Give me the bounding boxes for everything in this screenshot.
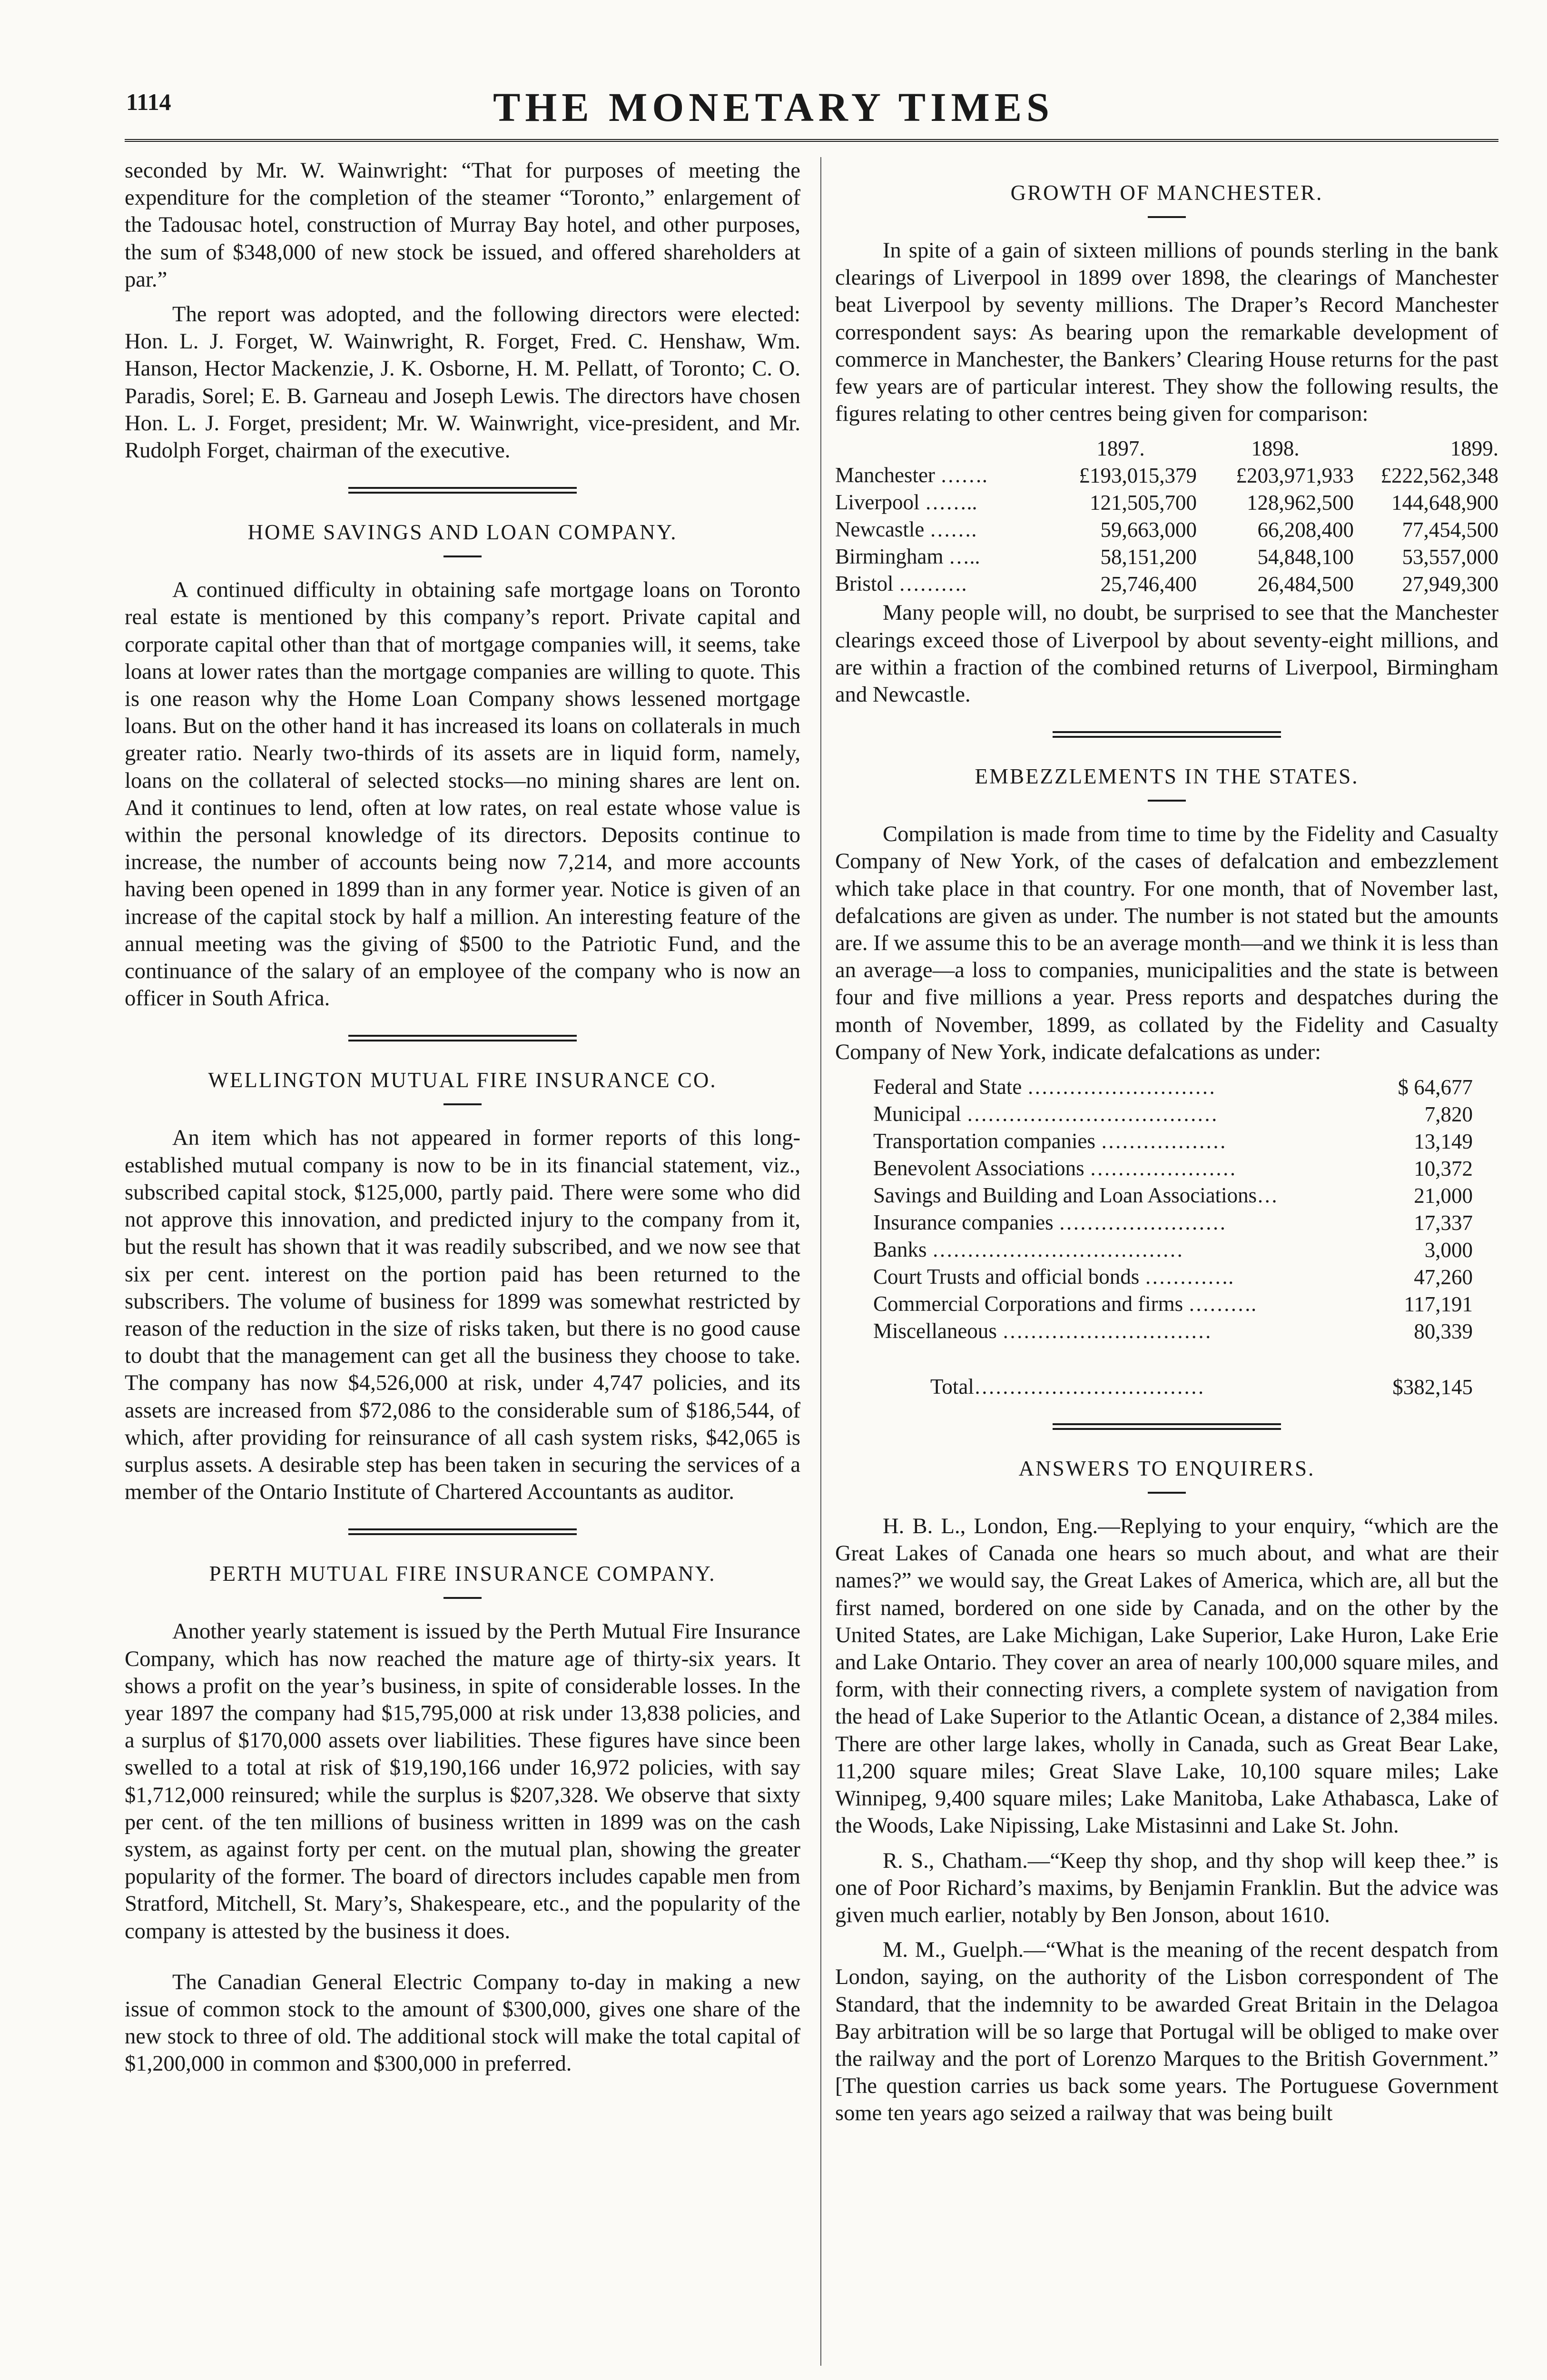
enquirers-heading: ANSWERS TO ENQUIRERS. [1018,1457,1315,1481]
city-name: Liverpool [835,490,920,515]
item-label: Insurance companies [873,1210,1054,1235]
cge-paragraph: The Canadian General Electric Company to-day in making a new issue of common stock to the amount of $300,000, gives one share of the new stock to three of old. The additional stock will make the total capital of $1,200,000 in common and $300,000 in preferred. [125,1969,800,2076]
home-savings-heading: HOME SAVINGS AND LOAN COMPANY. [247,520,678,545]
heading-rule [443,1103,482,1105]
total-amount: $382,145 [1392,1375,1473,1399]
manchester-text-2: Many people will, no doubt, be surprised to see that the Manchester clearings exceed those of Liverpool by about seventy-eight millions, and are within a fraction of the combined returns of Liverpool, Birmingham and Newcastle. [835,600,1498,707]
section-separator [1053,1423,1281,1430]
city-name: Manchester [835,463,935,487]
value-1898: £203,971,933 [1236,463,1354,487]
leader-dots: …………………………… [974,1375,1204,1399]
right-column [835,157,1498,2135]
value-1899: 27,949,300 [1402,572,1498,596]
clearings-table [835,435,1498,597]
home-savings-text: A continued difficulty in obtaining safe mortgage loans on Toronto real estate is mentioned by this company’s report. Private capital and corporate capital other than that of mortgage companies will, it seems, take loans at lower rates than the mortgage companies are willing to quote. This is one reason why the Home Loan Company shows lessened mortgage loans. But on the other hand it has increased its loans on collaterals in much greater ratio. Nearly two-thirds of its assets are in liquid form, namely, loans on the collateral of selected stocks—no mining shares are lent on. And it continues to lend, often at low rates, on real estate whose value is within the personal knowledge of its directors. Deposits continue to increase, the number of accounts being now 7,214, and more accounts having been opened in 1899 than in any former year. Notice is given of an increase of the capital stock by half a million. An interesting feature of the annual meeting was the giving of $500 to the Patriotic Fund, and the continuance of the salary of an employee of the company who is now an officer in South Africa. [125,577,800,1011]
item-amount: 10,372 [1414,1156,1473,1180]
table-row [873,1209,1473,1236]
left-column [125,157,800,2085]
total-label: Total [930,1375,974,1399]
leader-dots: ……. [924,518,977,542]
value-1898: 54,848,100 [1257,545,1354,569]
table-row [835,516,1498,543]
masthead: THE MONETARY TIMES [493,84,1054,130]
defalcations-table [873,1073,1473,1400]
city-name: Newcastle [835,517,925,542]
item-amount: 17,337 [1414,1210,1473,1235]
city-name: Bristol [835,572,894,596]
item-amount: 7,820 [1424,1102,1473,1126]
table-row [873,1236,1473,1263]
table-row [873,1073,1473,1101]
value-1897: £193,015,379 [1079,463,1197,487]
section-separator [348,487,577,494]
heading-rule [443,555,482,557]
value-1899: 53,557,000 [1402,545,1498,569]
answer-mm: M. M., Guelph.—“What is the meaning of the recent despatch from London, saying, on the authority of the Lisbon correspondent of The Standard, that the indemnity to be awarded Great Britain in the Delagoa Bay arbitration will be so large that Portugal will be obliged to make over the railway and the port of Lorenzo Marques to the British Government.” [The question carries us back some years. The Portuguese Government some ten years ago seized a railway that was being built [835,1937,1498,2126]
leader-dots: …………………… [1053,1211,1226,1235]
heading-rule [1148,800,1186,802]
wellington-text: An item which has not appeared in former reports of this long-established mutual company is now to be in its financial statement, viz., subscribed capital stock, $125,000, partly paid. There were some who did not approve this innovation, and predicted injury to the company from it, but the result has shown that it was readily subscribed, and we now see that six per cent. interest on the portion paid has been returned to the subscribers. The volume of business for 1899 was somewhat restricted by reason of the reduction in the size of risks taken, but there is no good cause to doubt that the management can get all the business they choose to take. The company has now $4,526,000 at risk, under 4,747 policies, and its assets are increased from $72,086 to the considerable sum of $186,544, of which, after providing for reinsurance of all cash system risks, $42,065 is surplus assets. A desirable step has been taken in securing the services of a member of the Ontario Institute of Chartered Accountants as auditor. [125,1125,800,1505]
leader-dots: ………. [1183,1292,1257,1316]
item-label: Commercial Corporations and firms [873,1292,1183,1316]
value-1897: 59,663,000 [1100,517,1197,542]
perth-text: Another yearly statement is issued by the Perth Mutual Fire Insurance Company, which has now reached the mature age of thirty-six years. It shows a profit on the year’s business, in spite of considerable losses. In the year 1897 the company had $15,795,000 at risk under 13,838 policies, and a surplus of $170,000 assets over liabilities. These figures have since been swelled to a total at risk of $19,190,166 under 16,972 policies, with say $1,712,000 reinsured; while the surplus is $207,328. We observe that sixty per cent. of the ten millions of business written in 1899 was on the cash system, as against forty per cent. on the mutual plan, showing the greater popularity of the former. The board of directors includes capable men from Stratford, Mitchell, St. Mary’s, Shakespeare, etc., and the popularity of the company is attested by the business it does. [125,1619,800,1944]
heading-rule [443,1597,482,1599]
item-label: Banks [873,1238,927,1262]
leader-dots: ……. [935,464,987,487]
item-amount: 80,339 [1414,1319,1473,1343]
item-label: Miscellaneous [873,1319,997,1343]
embezzlements-heading: EMBEZZLEMENTS IN THE STATES. [975,764,1359,789]
value-1898: 128,962,500 [1247,490,1354,515]
total-row [873,1345,1473,1400]
leader-dots: ………. [893,572,967,596]
table-row [835,543,1498,570]
city-name: Birmingham [835,545,944,569]
item-amount: 13,149 [1414,1129,1473,1153]
table-row [835,489,1498,516]
wellington-heading: WELLINGTON MUTUAL FIRE INSURANCE CO. [208,1068,717,1092]
table-row [835,570,1498,597]
table-row [873,1155,1473,1182]
item-label: Savings and Building and Loan Associations [873,1183,1257,1208]
table-row [873,1182,1473,1209]
leader-dots: …………. [1139,1265,1234,1289]
answer-rs: R. S., Chatham.—“Keep thy shop, and thy shop will keep thee.” is one of Poor Richard’s maxims, by Benjamin Franklin. But the advice was given much earlier, notably by Ben Jonson, about 1610. [835,1848,1498,1927]
intro-paragraph-2: The report was adopted, and the following directors were elected: Hon. L. J. Forget, W. Wainwright, R. Forget, Fred. C. Henshaw, Wm. Hanson, Hector Mackenzie, J. K. Osborne, H. M. Pellatt, of Toronto; C. O. Paradis, Sorel; E. B. Garneau and Joseph Lewis. The directors have chosen Hon. L. J. Forget, president; Mr. W. Wainwright, vice-president, and Mr. Rudolph Forget, chairman of the executive. [125,302,800,463]
item-label: Transportation companies [873,1129,1096,1153]
intro-paragraph-1: seconded by Mr. W. Wainwright: “That for purposes of meeting the expenditure for the completion of the steamer “Toronto,” enlargement of the Tadousac hotel, construction of Murray Bay hotel, and other purposes, the sum of $348,000 of new stock be issued, and offered shareholders at par.” [125,158,800,292]
table-row [835,462,1498,489]
header-rule [125,139,1498,142]
leader-dots: …….. [919,491,977,515]
value-1899: £222,562,348 [1380,463,1498,487]
manchester-text-1: In spite of a gain of sixteen millions of pounds sterling in the bank clearings of Liverpool in 1899 over 1898, the clearings of Manchester beat Liverpool by seventy millions. The Draper’s Record Manchester correspondent says: As bearing upon the remarkable development of commerce in Manchester, the Bankers’ Clearing House returns for the past few years are of particular interest. They show the following results, the figures relating to other centres being given for comparison: [835,238,1498,426]
manchester-heading: GROWTH OF MANCHESTER. [1010,181,1323,205]
item-amount: 3,000 [1424,1238,1473,1262]
item-amount: 117,191 [1404,1292,1473,1316]
table-row [873,1318,1473,1345]
leader-dots: ………………………… [996,1319,1212,1343]
table-row [873,1101,1473,1128]
answer-hbl: H. B. L., London, Eng.—Replying to your enquiry, “which are the Great Lakes of Canada one hears so much about, and what are their names?” we would say, the Great Lakes of America, which are, all but the first named, bordered on one side by Canada, and on the other by the United States, are Lake Michigan, Lake Superior, Lake Huron, Lake Erie and Lake Ontario. They cover an area of nearly 100,000 square miles, and form, with their connecting rivers, a complete system of navigation from the head of Lake Superior to the Atlantic Ocean, a distance of 2,384 miles. There are other large lakes, wholly in Canada, such as Great Bear Lake, 11,200 square miles; Great Slave Lake, 10,100 square miles; Lake Winnipeg, 9,400 square miles; Lake Manitoba, Lake Athabasca, Lake of the Woods, Lake Nipissing, Lake Mistasinni and Lake St. John. [835,1514,1498,1838]
value-1899: 77,454,500 [1402,517,1498,542]
value-1898: 26,484,500 [1257,572,1354,596]
column-rule [820,157,821,2366]
leader-dots: ….. [943,545,980,569]
leader-dots: … [1257,1184,1278,1208]
item-label: Municipal [873,1102,961,1126]
value-1897: 58,151,200 [1100,545,1197,569]
table-row [873,1263,1473,1290]
item-amount: 21,000 [1414,1183,1473,1208]
section-separator [348,1035,577,1041]
section-separator [348,1528,577,1535]
leader-dots: ………………… [1084,1157,1236,1180]
item-label: Federal and State [873,1075,1022,1099]
embezzlements-text: Compilation is made from time to time by the Fidelity and Casualty Company of New York, of the cases of defalcation and embezzlement which take place in that country. For one month, that of November last, defalcations are given as under. The number is not stated but the amounts are. If we assume this to be an average month—and we think it is less than an average—a loss to companies, municipalities and the state is between four and five millions a year. Press reports and despatches during the month of November, 1899, as collated by the Fidelity and Casualty Company of New York, indicate defalcations as under: [835,822,1498,1064]
table-header-row [835,435,1498,462]
year-header: 1899. [1450,436,1498,461]
value-1897: 121,505,700 [1090,490,1197,515]
year-header: 1897. [1096,436,1145,461]
value-1897: 25,746,400 [1100,572,1197,596]
item-label: Benevolent Associations [873,1156,1084,1180]
perth-heading: PERTH MUTUAL FIRE INSURANCE COMPANY. [209,1562,716,1586]
heading-rule [1148,1492,1186,1494]
item-amount: $ 64,677 [1398,1075,1473,1099]
page-header [0,83,1547,136]
leader-dots: ……………………………… [961,1102,1218,1126]
heading-rule [1148,216,1186,218]
page-number: 1114 [126,89,171,115]
value-1899: 144,648,900 [1391,490,1498,515]
leader-dots: ……………………… [1022,1075,1216,1099]
table-row [873,1128,1473,1155]
leader-dots: ……………… [1095,1130,1227,1153]
section-separator [1053,731,1281,738]
year-header: 1898. [1251,436,1300,461]
item-label: Court Trusts and official bonds [873,1265,1140,1289]
leader-dots: ……………………………… [926,1238,1183,1262]
table-row [873,1290,1473,1318]
value-1898: 66,208,400 [1257,517,1354,542]
item-amount: 47,260 [1414,1265,1473,1289]
